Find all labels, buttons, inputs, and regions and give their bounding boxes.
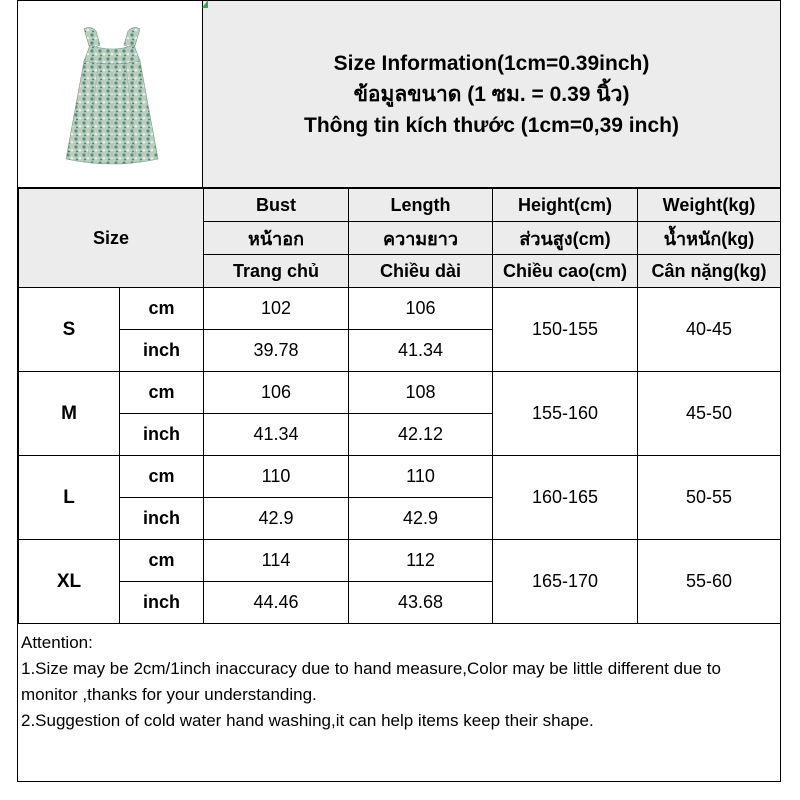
unit-label: inch	[120, 330, 204, 372]
size-chart	[17, 0, 781, 782]
length-value: 112	[349, 540, 493, 582]
unit-label: cm	[120, 288, 204, 330]
note-item: 1.Size may be 2cm/1inch inaccuracy due to hand measure,Color may be little different due to monitor ,thanks for your understanding.	[21, 659, 721, 704]
bust-value: 102	[204, 288, 349, 330]
unit-label: cm	[120, 540, 204, 582]
bust-value: 110	[204, 456, 349, 498]
table-row	[19, 456, 781, 498]
corner-marker-icon	[202, 0, 208, 8]
col-bust-en: Bust	[204, 189, 349, 222]
col-length-en: Length	[349, 189, 493, 222]
bust-value: 42.9	[204, 498, 349, 540]
bust-value: 114	[204, 540, 349, 582]
unit-label: inch	[120, 582, 204, 624]
col-length-th: ความยาว	[349, 222, 493, 255]
bust-value: 44.46	[204, 582, 349, 624]
unit-label: inch	[120, 498, 204, 540]
title-english: Size Information(1cm=0.39inch)	[333, 51, 650, 75]
height-value: 165-170	[493, 540, 638, 624]
unit-label: cm	[120, 456, 204, 498]
weight-value: 55-60	[638, 540, 781, 624]
weight-value: 40-45	[638, 288, 781, 372]
col-weight-th: น้ำหนัก(kg)	[638, 222, 781, 255]
title-thai: ข้อมูลขนาด (1 ซม. = 0.39 นิ้ว)	[353, 82, 630, 106]
note-item: 2.Suggestion of cold water hand washing,it can help items keep their shape.	[21, 711, 594, 730]
unit-label: inch	[120, 414, 204, 456]
size-label: S	[19, 288, 120, 372]
dress-image	[18, 1, 203, 188]
length-value: 108	[349, 372, 493, 414]
size-column-header: Size	[19, 189, 204, 288]
col-height-vi: Chiều cao(cm)	[493, 255, 638, 288]
col-height-en: Height(cm)	[493, 189, 638, 222]
length-value: 41.34	[349, 330, 493, 372]
col-weight-en: Weight(kg)	[638, 189, 781, 222]
header-row-en	[19, 189, 781, 222]
size-label: L	[19, 456, 120, 540]
bust-value: 106	[204, 372, 349, 414]
length-value: 110	[349, 456, 493, 498]
bust-value: 39.78	[204, 330, 349, 372]
length-value: 42.9	[349, 498, 493, 540]
size-label: M	[19, 372, 120, 456]
attention-notes	[18, 628, 780, 736]
length-value: 106	[349, 288, 493, 330]
col-bust-th: หน้าอก	[204, 222, 349, 255]
notes-heading: Attention:	[21, 633, 93, 652]
col-height-th: ส่วนสูง(cm)	[493, 222, 638, 255]
table-row	[19, 288, 781, 330]
height-value: 160-165	[493, 456, 638, 540]
col-length-vi: Chiều dài	[349, 255, 493, 288]
weight-value: 45-50	[638, 372, 781, 456]
col-bust-vi: Trang chủ	[204, 255, 349, 288]
col-weight-vi: Cân nặng(kg)	[638, 255, 781, 288]
product-photo	[18, 1, 203, 188]
height-value: 155-160	[493, 372, 638, 456]
weight-value: 50-55	[638, 456, 781, 540]
unit-label: cm	[120, 372, 204, 414]
bust-value: 41.34	[204, 414, 349, 456]
length-value: 42.12	[349, 414, 493, 456]
table-row	[19, 540, 781, 582]
size-table	[18, 188, 781, 624]
title-vietnamese: Thông tin kích thước (1cm=0,39 inch)	[304, 113, 679, 137]
size-label: XL	[19, 540, 120, 624]
height-value: 150-155	[493, 288, 638, 372]
table-row	[19, 372, 781, 414]
size-information-header	[203, 1, 780, 188]
length-value: 43.68	[349, 582, 493, 624]
